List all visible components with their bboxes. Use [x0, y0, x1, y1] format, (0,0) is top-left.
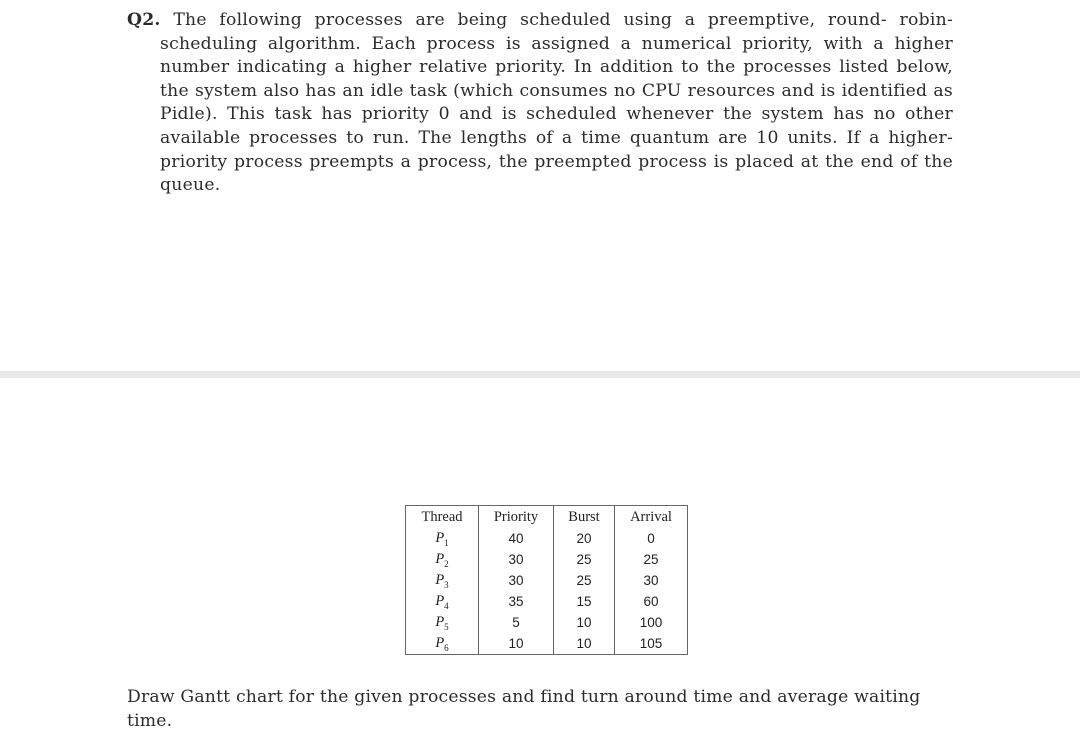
cell-thread: $P_1$: [406, 528, 479, 549]
cell-thread: $P_6$: [406, 633, 479, 655]
section-divider: [0, 371, 1080, 378]
header-priority: Priority: [479, 506, 554, 529]
cell-arrival: 0: [615, 528, 688, 549]
question-line-2: scheduling algorithm. Each process is assigned a numerical priority, with a higher: [160, 33, 953, 54]
task-instruction: Draw Gantt chart for the given processes and find turn around time and average waiting time.: [127, 687, 921, 731]
cell-priority: 30: [479, 570, 554, 591]
cell-arrival: 105: [615, 633, 688, 655]
cell-priority: 5: [479, 612, 554, 633]
cell-thread: $P_3$: [406, 570, 479, 591]
question-line-8: queue.: [160, 175, 221, 196]
cell-thread: $P_2$: [406, 549, 479, 570]
table-row: [406, 528, 688, 549]
question-first-line: [127, 9, 953, 33]
header-arrival: Arrival: [615, 506, 688, 529]
question-line-4: the system also has an idle task (which consumes no CPU resources and is identified as: [160, 80, 953, 101]
cell-priority: 35: [479, 591, 554, 612]
question-line-7: priority process preempts a process, the preempted process is placed at the end of the: [160, 151, 953, 172]
question-body: [160, 33, 953, 198]
question-number: Q2.: [127, 10, 161, 30]
header-thread: Thread: [406, 506, 479, 529]
cell-arrival: 100: [615, 612, 688, 633]
cell-burst: 10: [554, 633, 615, 655]
cell-arrival: 30: [615, 570, 688, 591]
question-text: [127, 9, 953, 198]
table-row: [406, 633, 688, 655]
table-row: [406, 570, 688, 591]
table-row: [406, 549, 688, 570]
cell-burst: 25: [554, 549, 615, 570]
question-line-6: available processes to run. The lengths of a time quantum are 10 units. If a higher-: [160, 127, 953, 148]
cell-burst: 10: [554, 612, 615, 633]
cell-burst: 15: [554, 591, 615, 612]
table-row: [406, 612, 688, 633]
cell-burst: 20: [554, 528, 615, 549]
process-table-grid: [405, 505, 688, 655]
cell-arrival: 25: [615, 549, 688, 570]
cell-burst: 25: [554, 570, 615, 591]
header-burst: Burst: [554, 506, 615, 529]
cell-priority: 30: [479, 549, 554, 570]
question-line-1: The following processes are being scheduled using a preemptive, round- robin-: [173, 10, 953, 30]
cell-priority: 40: [479, 528, 554, 549]
cell-arrival: 60: [615, 591, 688, 612]
cell-thread: $P_4$: [406, 591, 479, 612]
table-row: [406, 591, 688, 612]
table-header-row: [406, 506, 688, 529]
process-table: [405, 505, 688, 655]
cell-thread: $P_5$: [406, 612, 479, 633]
question-line-5: Pidle). This task has priority 0 and is scheduled whenever the system has no other: [160, 104, 953, 125]
question-line-3: number indicating a higher relative priority. In addition to the processes listed below,: [160, 57, 953, 78]
cell-priority: 10: [479, 633, 554, 655]
